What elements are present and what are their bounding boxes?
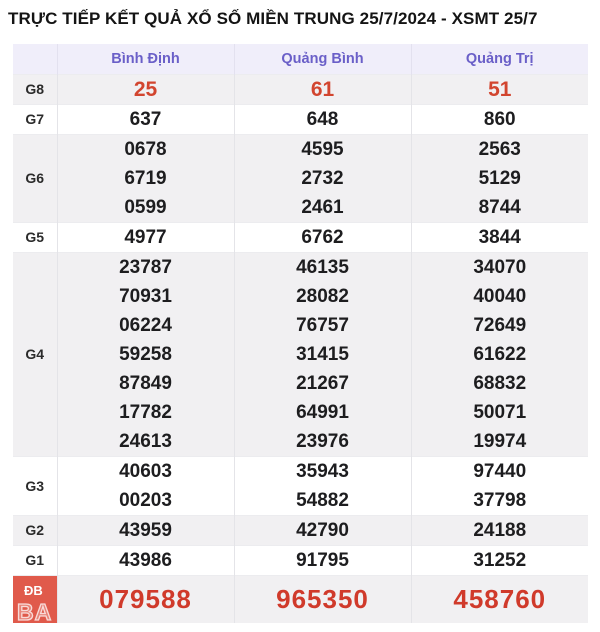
result-cell bbox=[234, 252, 411, 456]
result-value: 2563 bbox=[478, 138, 521, 160]
result-cell bbox=[411, 134, 588, 222]
page-title: TRỰC TIẾP KẾT QUẢ XỔ SỐ MIỀN TRUNG 25/7/2024 - XSMT 25/7 bbox=[8, 9, 538, 28]
result-cell bbox=[411, 575, 588, 623]
result-value: 42790 bbox=[296, 519, 349, 541]
prize-label: G5 bbox=[13, 222, 57, 252]
result-value: 35943 bbox=[296, 460, 349, 482]
result-value: 43959 bbox=[119, 519, 172, 541]
prize-label: G7 bbox=[13, 104, 57, 134]
prize-column-header bbox=[13, 44, 57, 74]
result-value: 23787 bbox=[119, 256, 172, 278]
result-value: 4595 bbox=[301, 138, 344, 160]
result-cell bbox=[411, 252, 588, 456]
result-value: 68832 bbox=[473, 372, 527, 394]
result-cell bbox=[234, 134, 411, 222]
result-cell bbox=[57, 252, 234, 456]
result-value: 64991 bbox=[296, 401, 349, 423]
result-value: 637 bbox=[129, 108, 162, 130]
result-cell bbox=[411, 104, 588, 134]
prize-label: G8 bbox=[13, 74, 57, 104]
result-value: 31415 bbox=[296, 343, 349, 365]
result-value: 37798 bbox=[473, 489, 527, 511]
province-header-quang-binh: Quảng Bình bbox=[234, 44, 411, 74]
lottery-results-table bbox=[13, 44, 588, 623]
result-cell bbox=[57, 575, 234, 623]
result-value: 0678 bbox=[124, 138, 167, 160]
result-cell bbox=[411, 515, 588, 545]
result-value: 4977 bbox=[124, 226, 167, 248]
result-cell bbox=[234, 74, 411, 104]
result-value: 6762 bbox=[301, 226, 344, 248]
result-value: 40040 bbox=[473, 285, 527, 307]
result-value: 72649 bbox=[473, 314, 527, 336]
result-value: 19974 bbox=[473, 430, 527, 452]
prize-row-g4 bbox=[13, 252, 588, 456]
prize-label: G3 bbox=[13, 456, 57, 515]
result-value: 51 bbox=[488, 77, 512, 101]
prize-row-g1 bbox=[13, 545, 588, 575]
prize-row-g3 bbox=[13, 456, 588, 515]
result-cell bbox=[411, 456, 588, 515]
result-value: 2461 bbox=[301, 196, 344, 218]
prize-row-g6 bbox=[13, 134, 588, 222]
province-header-quang-tri: Quảng Trị bbox=[411, 44, 588, 74]
result-value: 61 bbox=[310, 77, 335, 101]
result-cell bbox=[57, 515, 234, 545]
result-value: 28082 bbox=[296, 285, 349, 307]
result-cell bbox=[234, 515, 411, 545]
prize-label: G1 bbox=[13, 545, 57, 575]
prize-row-db bbox=[13, 575, 588, 623]
result-value: 00203 bbox=[119, 489, 172, 511]
results-body bbox=[13, 74, 588, 623]
result-cell bbox=[57, 545, 234, 575]
result-cell bbox=[411, 222, 588, 252]
result-value: 24188 bbox=[473, 519, 527, 541]
special-prize-label-cell bbox=[13, 575, 57, 623]
province-header-binh-dinh: Bình Định bbox=[57, 44, 234, 74]
result-cell bbox=[57, 456, 234, 515]
result-value: 50071 bbox=[473, 401, 527, 423]
result-value: 40603 bbox=[119, 460, 172, 482]
result-value: 8744 bbox=[478, 196, 521, 218]
result-value: 46135 bbox=[296, 256, 349, 278]
result-value: 54882 bbox=[296, 489, 349, 511]
result-cell bbox=[234, 545, 411, 575]
result-value: 06224 bbox=[119, 314, 172, 336]
result-value: 31252 bbox=[473, 549, 527, 571]
result-value: 61622 bbox=[473, 343, 527, 365]
result-value: 965350 bbox=[276, 583, 369, 614]
result-cell bbox=[411, 545, 588, 575]
special-prize-label: ĐB bbox=[24, 582, 43, 598]
result-cell bbox=[234, 456, 411, 515]
result-value: 860 bbox=[483, 108, 516, 130]
result-cell bbox=[234, 222, 411, 252]
result-value: 458760 bbox=[453, 583, 547, 614]
result-value: 648 bbox=[306, 108, 339, 130]
prize-label: G2 bbox=[13, 515, 57, 545]
result-value: 76757 bbox=[296, 314, 349, 336]
result-value: 34070 bbox=[473, 256, 527, 278]
prize-row-g5 bbox=[13, 222, 588, 252]
prize-label: G6 bbox=[13, 134, 57, 222]
result-value: 43986 bbox=[119, 549, 172, 571]
result-value: 17782 bbox=[119, 401, 172, 423]
result-value: 91795 bbox=[296, 549, 349, 571]
result-value: 70931 bbox=[119, 285, 172, 307]
result-value: 21267 bbox=[296, 372, 349, 394]
result-value: 24613 bbox=[119, 430, 172, 452]
result-cell bbox=[57, 134, 234, 222]
result-cell bbox=[411, 74, 588, 104]
prize-row-g2 bbox=[13, 515, 588, 545]
result-cell bbox=[57, 104, 234, 134]
prize-label: G4 bbox=[13, 252, 57, 456]
result-value: 6719 bbox=[124, 167, 167, 189]
result-value: 5129 bbox=[478, 167, 521, 189]
result-value: 87849 bbox=[119, 372, 172, 394]
result-value: 3844 bbox=[478, 226, 521, 248]
result-value: 079588 bbox=[99, 583, 192, 614]
result-cell bbox=[57, 222, 234, 252]
result-cell bbox=[57, 74, 234, 104]
result-value: 59258 bbox=[119, 343, 172, 365]
result-cell bbox=[234, 575, 411, 623]
prize-row-g7 bbox=[13, 104, 588, 134]
result-value: 23976 bbox=[296, 430, 349, 452]
result-value: 0599 bbox=[124, 196, 167, 218]
result-value: 25 bbox=[133, 77, 158, 101]
table-header-row bbox=[13, 44, 588, 74]
watermark-text: BA bbox=[17, 598, 53, 625]
prize-row-g8 bbox=[13, 74, 588, 104]
result-value: 97440 bbox=[473, 460, 527, 482]
result-cell bbox=[234, 104, 411, 134]
result-value: 2732 bbox=[301, 167, 344, 189]
